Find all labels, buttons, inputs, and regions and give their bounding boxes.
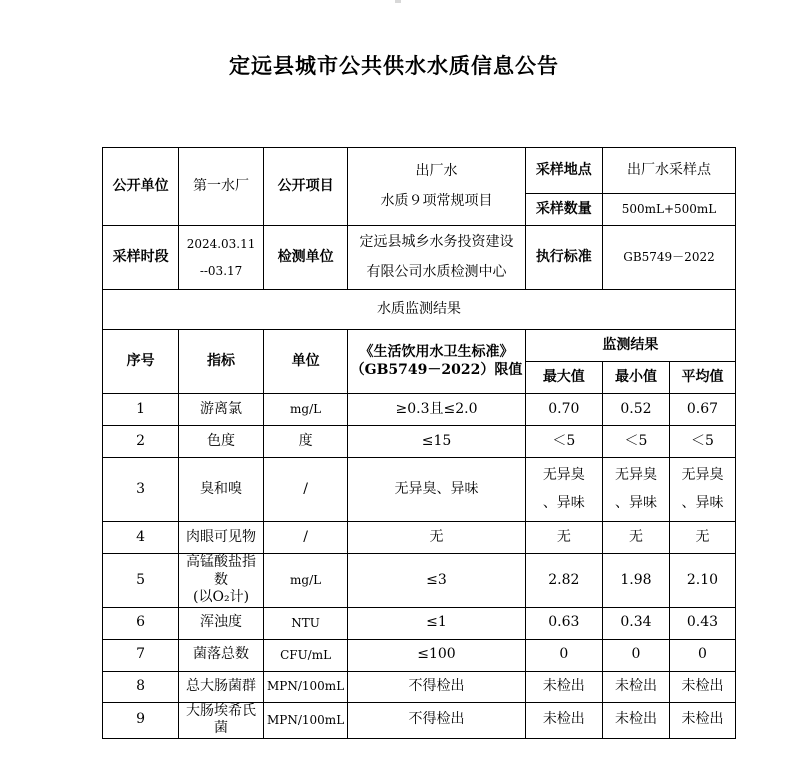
row-no: 5: [103, 554, 179, 608]
item-value-line1: 出厂水: [415, 163, 458, 179]
period-label-cell: 采样时段: [103, 226, 179, 290]
row-avg: 未检出: [669, 671, 735, 702]
info-row-1: [103, 148, 736, 194]
row-indicator: 游离氯: [179, 394, 264, 426]
header-min: 最小值: [602, 362, 669, 394]
row-unit: NTU: [263, 607, 348, 639]
row-no: 4: [103, 522, 179, 554]
item-value-line2: 水质９项常规项目: [380, 192, 493, 209]
row-min: 未检出: [602, 702, 669, 738]
row-max: 2.82: [525, 554, 602, 608]
row-no: 6: [103, 607, 179, 639]
header-indicator: 指标: [179, 330, 264, 394]
row-avg: ＜5: [669, 426, 735, 458]
row-max-line1: 无异臭: [542, 467, 585, 483]
site-label-cell: 采样地点: [525, 148, 602, 194]
row-avg: 0.43: [669, 607, 735, 639]
row-min: 0: [602, 639, 669, 671]
row-avg: [669, 458, 735, 522]
document-title: 定远县城市公共供水水质信息公告: [229, 53, 559, 78]
row-indicator-line1: 高锰酸盐指数: [186, 554, 257, 588]
lab-label-cell: 检测单位: [263, 226, 348, 290]
row-no: 9: [103, 702, 179, 738]
lab-value-cell: [348, 226, 525, 290]
row-no: 1: [103, 394, 179, 426]
table-row: [103, 426, 736, 458]
row-indicator: 肉眼可见物: [179, 522, 264, 554]
period-value-cell: [179, 226, 264, 290]
row-unit: /: [263, 522, 348, 554]
table-row: [103, 458, 736, 522]
row-max: [525, 458, 602, 522]
row-min: 1.98: [602, 554, 669, 608]
table-row: [103, 639, 736, 671]
period-line2: --03.17: [199, 263, 243, 278]
header-max: 最大值: [525, 362, 602, 394]
item-value-cell: [348, 148, 525, 226]
table-row: [103, 522, 736, 554]
row-limit: ≤3: [348, 554, 525, 608]
row-limit: ≤1: [348, 607, 525, 639]
row-min: 无: [602, 522, 669, 554]
row-max: ＜5: [525, 426, 602, 458]
table-row: [103, 671, 736, 702]
section-title-row: [103, 290, 736, 330]
row-max: 0.70: [525, 394, 602, 426]
row-indicator: 大肠埃希氏菌: [179, 702, 264, 738]
unit-value-cell: 第一水厂: [179, 148, 264, 226]
row-max: 0.63: [525, 607, 602, 639]
qty-value-cell: 500mL+500mL: [602, 194, 735, 226]
row-limit: ≥0.3且≤2.0: [348, 394, 525, 426]
row-indicator: 菌落总数: [179, 639, 264, 671]
row-no: 2: [103, 426, 179, 458]
row-indicator-line2: (以O₂计): [193, 589, 250, 605]
table-row: [103, 702, 736, 738]
header-limit: [348, 330, 525, 394]
site-value-cell: 出厂水采样点: [602, 148, 735, 194]
row-max: 未检出: [525, 671, 602, 702]
header-row-1: [103, 330, 736, 362]
row-avg: 未检出: [669, 702, 735, 738]
water-quality-table: [102, 147, 736, 739]
table-row: [103, 394, 736, 426]
row-unit: MPN/100mL: [263, 702, 348, 738]
header-results: 监测结果: [525, 330, 735, 362]
standard-value-cell: GB5749－2022: [602, 226, 735, 290]
row-no: 3: [103, 458, 179, 522]
header-avg: 平均值: [669, 362, 735, 394]
scan-mark: [395, 0, 401, 3]
row-indicator: 总大肠菌群: [179, 671, 264, 702]
period-line1: 2024.03.11: [186, 236, 256, 251]
row-avg-line1: 无异臭: [681, 467, 724, 483]
row-max: 0: [525, 639, 602, 671]
row-avg: 无: [669, 522, 735, 554]
header-limit-line1: 《生活饮用水卫生标准》: [359, 344, 514, 360]
header-limit-line2: （GB5749－2022）限值: [350, 361, 523, 378]
item-label-cell: 公开项目: [263, 148, 348, 226]
lab-line2: 有限公司水质检测中心: [366, 263, 507, 280]
row-max: 无: [525, 522, 602, 554]
row-limit: ≤15: [348, 426, 525, 458]
section-title: 水质监测结果: [103, 290, 736, 330]
unit-label-cell: 公开单位: [103, 148, 179, 226]
row-indicator: 色度: [179, 426, 264, 458]
row-limit: 不得检出: [348, 702, 525, 738]
header-unit: 单位: [263, 330, 348, 394]
row-unit: MPN/100mL: [263, 671, 348, 702]
info-row-3: [103, 226, 736, 290]
row-min: 0.34: [602, 607, 669, 639]
row-min: 0.52: [602, 394, 669, 426]
row-no: 7: [103, 639, 179, 671]
lab-line1: 定远县城乡水务投资建设: [359, 234, 514, 250]
table-row: [103, 554, 736, 608]
row-avg-line2: 、异味: [681, 494, 724, 511]
row-avg: 0: [669, 639, 735, 671]
row-limit: 无: [348, 522, 525, 554]
row-min: ＜5: [602, 426, 669, 458]
row-unit: /: [263, 458, 348, 522]
row-unit: CFU/mL: [263, 639, 348, 671]
row-indicator: 浑浊度: [179, 607, 264, 639]
row-limit: ≤100: [348, 639, 525, 671]
standard-label-cell: 执行标准: [525, 226, 602, 290]
row-unit: mg/L: [263, 554, 348, 608]
row-avg: 2.10: [669, 554, 735, 608]
row-min: [602, 458, 669, 522]
row-max-line2: 、异味: [542, 494, 585, 511]
header-no: 序号: [103, 330, 179, 394]
row-no: 8: [103, 671, 179, 702]
row-unit: 度: [263, 426, 348, 458]
row-indicator: 臭和嗅: [179, 458, 264, 522]
qty-label-cell: 采样数量: [525, 194, 602, 226]
row-avg: 0.67: [669, 394, 735, 426]
row-min: 未检出: [602, 671, 669, 702]
table-row: [103, 607, 736, 639]
row-limit: 无异臭、异味: [348, 458, 525, 522]
row-indicator: [179, 554, 264, 608]
row-min-line1: 无异臭: [614, 467, 657, 483]
row-unit: mg/L: [263, 394, 348, 426]
row-min-line2: 、异味: [614, 494, 657, 511]
row-limit: 不得检出: [348, 671, 525, 702]
row-max: 未检出: [525, 702, 602, 738]
